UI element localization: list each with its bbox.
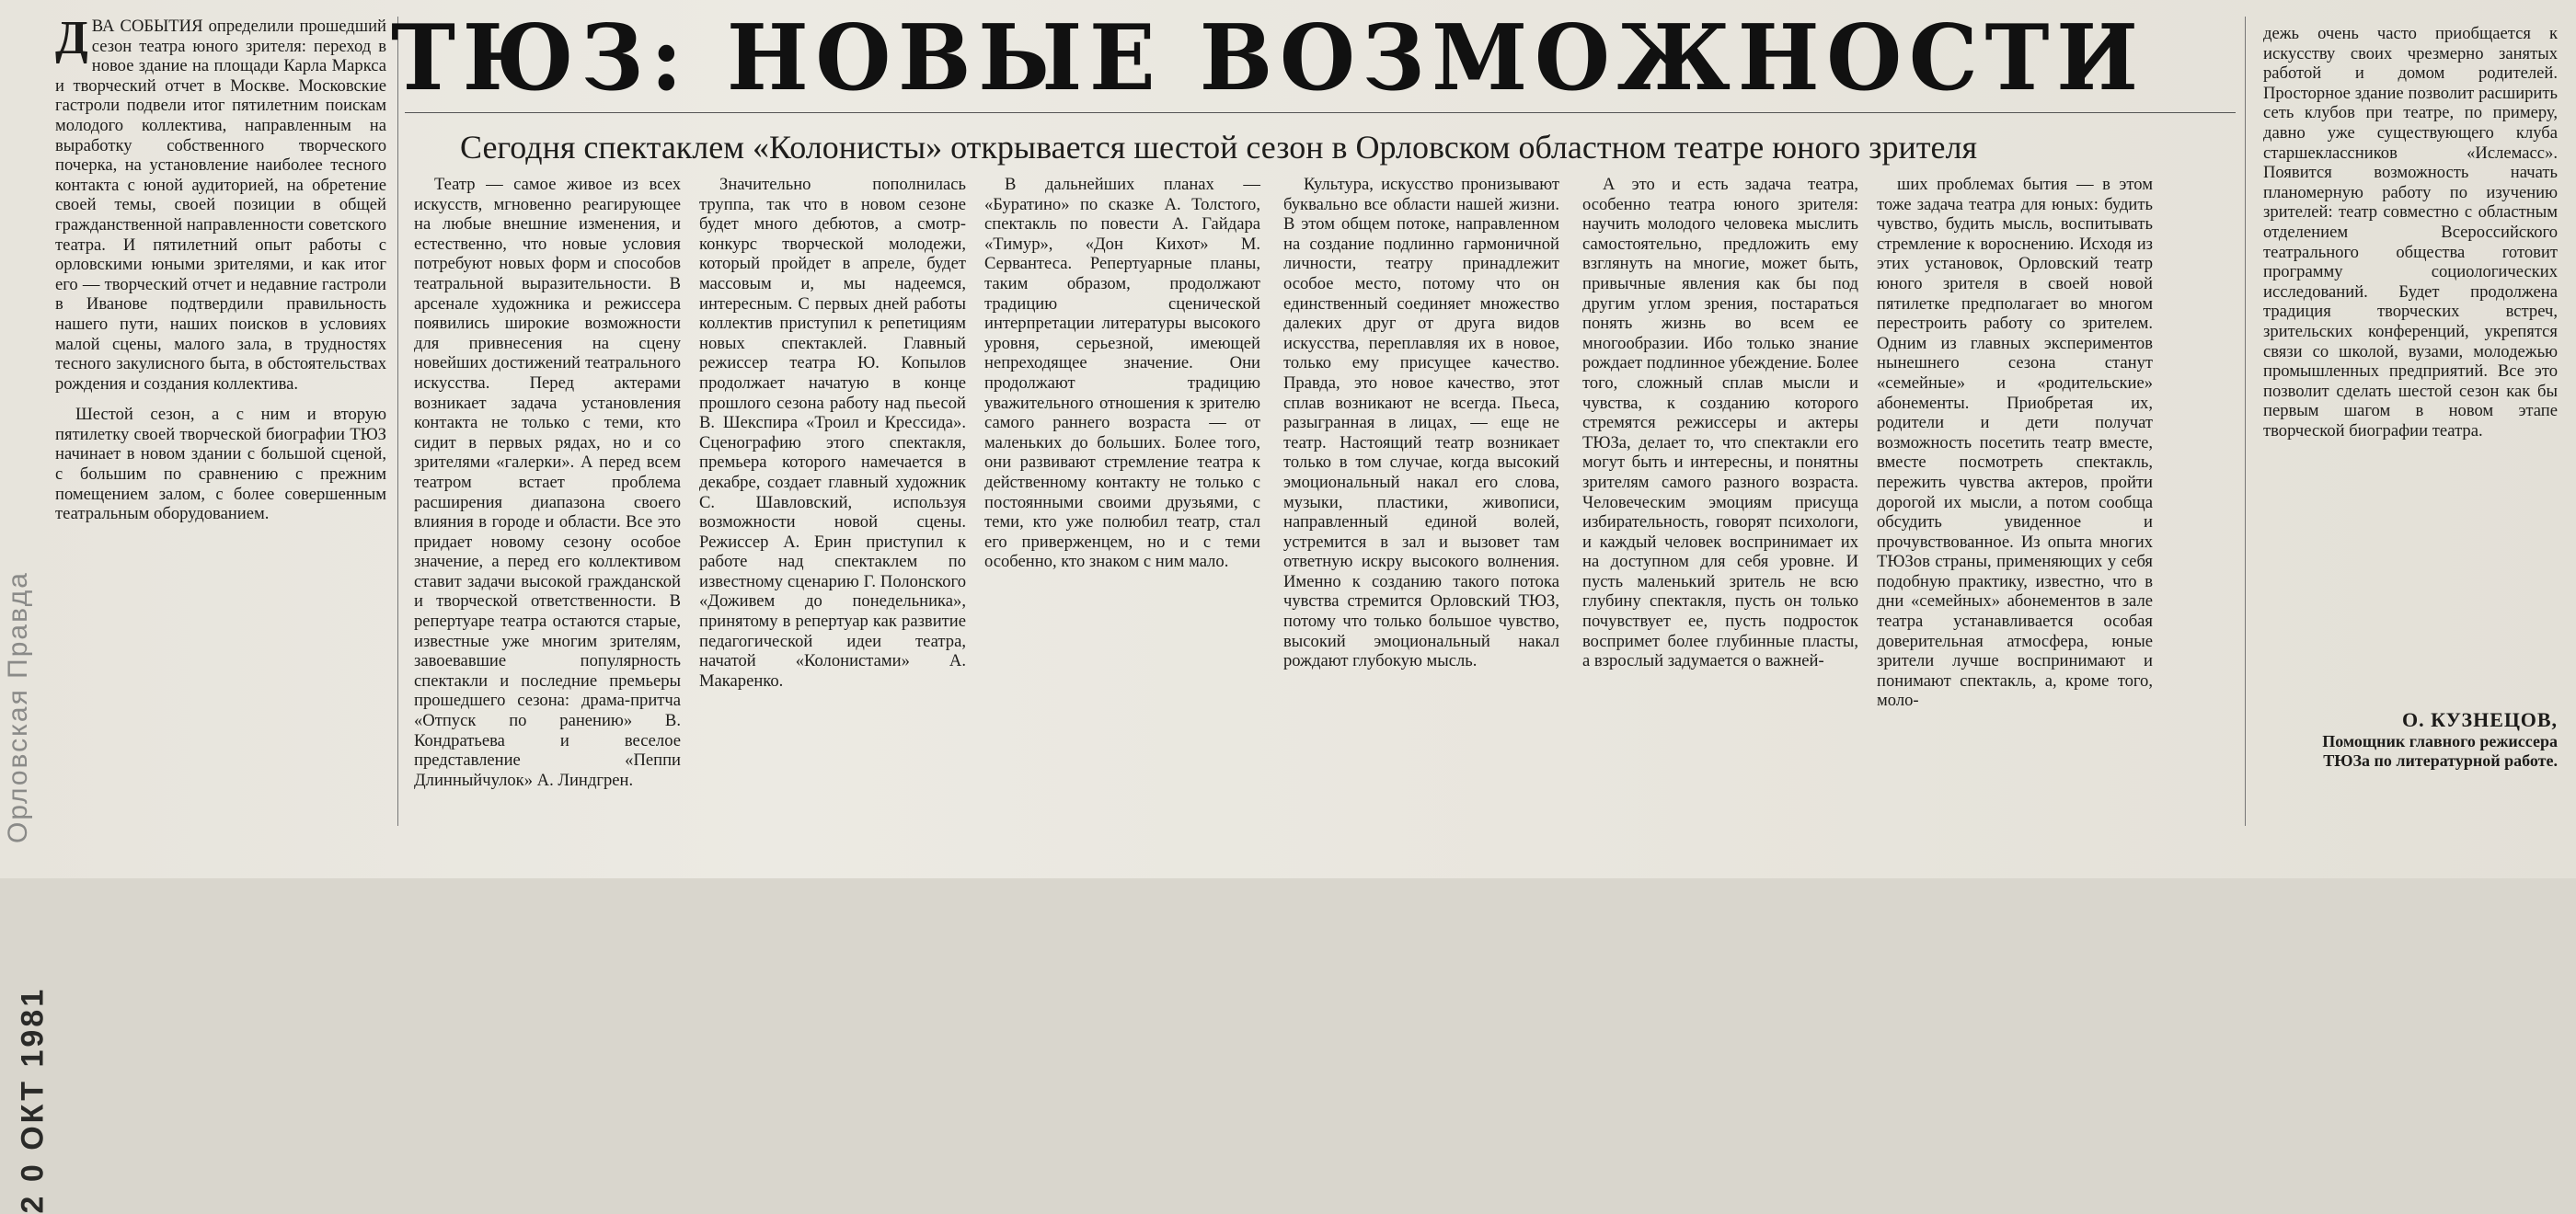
lead-paragraph-1-text: ВА СОБЫТИЯ определили прошедший сезон театра юного зрителя: переход в новое здание на площади Карла Маркса и творческий отчет в Москве. Московские гастроли подвели итог пятилетним поискам молодого коллектива, направленным на выработку собственного творческого почерка, на установление наиболее тесного контакта с юной аудиторией, на обретение своей темы, своей позиции в общей гражданственной направленности советского театра. И пятилетний опыт работы с орловскими юными зрителями, и как итог его — творческий отчет и недавние гастроли в Иванове подтвердили правильность нашего пути, наших поисков в условиях малой сцены, малого зала, в трудностях тесного закулисного быта, в обстоятельствах рождения и создания коллектива.: [55, 17, 386, 394]
right-column-divider: [2245, 17, 2246, 826]
lead-paragraph-2: Шестой сезон, а с ним и вторую пятилетку своей творческой биографии ТЮЗ начинает в новом здании с большой сценой, с большим по сравнению с прежним помещением залом, с более совершенным театральным оборудованием.: [55, 405, 386, 524]
column-divider: [397, 17, 398, 826]
author-role: Помощник главного режиссера ТЮЗа по литературной работе.: [2322, 732, 2558, 770]
headline: ТЮЗ: НОВЫЕ ВОЗМОЖНОСТИ: [391, 6, 2145, 111]
archive-stamp: [3, 267, 51, 1214]
subheadline: Сегодня спектаклем «Колонисты» открывается шестой сезон в Орловском областном театре юного зрителя: [460, 129, 1978, 166]
author-signature: [2282, 708, 2558, 771]
stamp-newspaper-name: Орловская Правда: [3, 571, 33, 843]
body-column-4: [1283, 175, 1559, 679]
body-column-7: [2263, 24, 2558, 448]
body-column-5: [1582, 175, 1858, 679]
body-column-3: [984, 175, 1260, 579]
body-text-7: дежь очень часто приобщается к искусству своих чрезмерно занятых работой и домом родителей. Просторное здание позволит расширить сеть клубов при театре, по примеру, давно уже существующего клуба старшеклассников «Ислемасс». Появится возможность начать планомерную работу по изучению зрителей: театр совместно с областным отделением Всероссийского театрального общества готовит программу социологических исследований. Будет продолжена традиция творческих встреч, зрительских конференций, укрепятся связи со школой, вузами, молодежью промышленных предприятий. Все это позволит сделать шестой сезон как бы первым шагом в новом этапе творческой биографии театра.: [2263, 24, 2558, 441]
body-text-3: В дальнейших планах — «Буратино» по сказке А. Толстого, спектакль по повести А. Гайдара «Тимур», «Дон Кихот» М. Сервантеса. Репертуарные планы, таким образом, продолжают традицию сценической интерпретации литературы высокого уровня, серьезной, имеющей непреходящее значение. Они продолжают традицию уважительного отношения к зрителю самого раннего возраста — от маленьких до больших. Более того, они развивают стремление театра к действенному контакту не только с постоянными своими друзьями, с теми, кто уже полюбил театр, стал его приверженцем, но и с теми особенно, кто знаком с ним мало.: [984, 175, 1260, 572]
body-column-1: [414, 175, 681, 797]
lead-column: [55, 12, 386, 532]
body-text-2: Значительно пополнилась труппа, так что в новом сезоне будет много дебютов, а смотр-конкурс творческой молодежи, который пройдет в апреле, будет массовым и, мы надеемся, интересным. С первых дней работы коллектив приступил к репетициям новых спектаклей. Главный режиссер театра Ю. Копылов продолжает начатую в конце прошлого сезона работу над пьесой В. Шекспира «Троил и Крессида». Сценографию этого спектакля, премьера которого намечается в декабре, создает главный художник С. Шавловский, используя возможности новой сцены. Режиссер А. Ерин приступил к работе над спектаклем по известному сценарию Г. Полонского «Доживем до понедельника», принятому в репертуар как развитие педагогической идеи театра, начатой «Колонистами» А. Макаренко.: [699, 175, 966, 691]
body-text-1: Театр — самое живое из всех искусств, мгновенно реагирующее на любые внешние изменения, и естественно, что новые условия потребуют новых форм и способов театральной выразительности. В арсенале художника и режиссера появились широкие возможности для привнесения на сцену новейших достижений театрального искусства. Перед актерами возникает задача установления контакта не только с теми, кто сидит в первых рядах, но и со зрителями «галерки». А перед всем театром встает проблема расширения диапазона своего влияния в городе и области. Все это придает новому сезону особое значение, а перед его коллективом ставит задачи высокой гражданской и творческой ответственности. В репертуаре театра остаются старые, известные уже многим зрителям, завоевавшие популярность спектакли и последние премьеры прошедшего сезона: драма-притча «Отпуск по ранению» В. Кондратьева и веселое представление «Пеппи Длинныйчулок» А. Линдгрен.: [414, 175, 681, 790]
body-text-6: ших проблемах бытия — в этом тоже задача театра для юных: будить чувство, будить мысль, воспитывать стремление к вороснению. Исходя из этих установок, Орловский театр юного зрителя в своей новой пятилетке предполагает во многом перестроить работу со зрителем. Одним из главных экспериментов нынешнего сезона станут «семейные» и «родительские» абонементы. Приобретая их, родители и дети получат возможность посетить театр вместе, вместе посмотреть спектакль, пережить чувства актеров, пройти дорогой их мысли, а потом сообща обсудить увиденное и прочувствованное. Из опыта многих ТЮЗов страны, применяющих у себя подобную практику, известно, что в дни «семейных» абонементов в зале театра устанавливается особая доверительная атмосфера, юные зрители лучше воспринимают и понимают спектакль, а, кроме того, моло-: [1877, 175, 2153, 711]
body-column-6: [1877, 175, 2153, 718]
headline-rule: [405, 112, 2236, 113]
stamp-date: 2 0 ОКТ 1981: [15, 986, 51, 1214]
body-text-5: А это и есть задача театра, особенно театра юного зрителя: научить молодого человека мыслить самостоятельно, предложить ему взглянуть на многие, может быть, привычные явления как бы под другим углом зрения, постараться понять жизнь во всем ее многообразии. Ибо только знание рождает подлинное убеждение. Более того, сложный сплав мысли и чувства, к созданию которого стремятся режиссеры и актеры ТЮЗа, делает то, что спектакли его могут быть и интересны, и понятны зрителям самого разного возраста. Человеческим эмоциям присуща избирательность, говорят психологи, и каждый человек воспринимает их на доступном для себя уровне. И пусть маленький зритель не всю глубину спектакля, пусть он только почувствует ее, пусть подросток воспримет более глубинные пласты, а взрослый задумается о важней-: [1582, 175, 1858, 671]
body-column-2: [699, 175, 966, 698]
author-name: О. КУЗНЕЦОВ,: [2402, 708, 2558, 731]
lead-paragraph-1: [55, 12, 386, 394]
body-text-4: Культура, искусство пронизывают буквально все области нашей жизни. В этом общем потоке, направленном на создание подлинно гармоничной личности, театру принадлежит особое место, потому что он единственный соединяет множество далеких друг от друга видов искусства, переплавляя их в новое, только ему присущее качество. Правда, это новое качество, этот сплав возникают не всегда. Пьеса, разыгранная в лицах, — еще не театр. Настоящий театр возникает только в том случае, когда высокий эмоциональный накал его слова, музыки, пластики, живописи, направленный единой волей, устремится в зал и вызовет там ответную искру высокого волнения. Именно к созданию такого потока чувства стремится Орловский ТЮЗ, потому что только большое чувство, высокий эмоциональный накал рождают глубокую мысль.: [1283, 175, 1559, 671]
dropcap: Д: [55, 12, 88, 64]
